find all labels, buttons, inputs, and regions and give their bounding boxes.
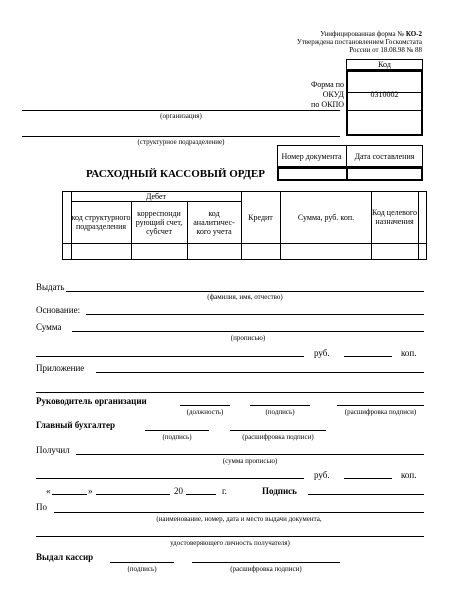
rub-label: руб. <box>314 348 330 358</box>
cell-corr-account[interactable] <box>132 244 186 259</box>
table-col-line <box>418 191 419 260</box>
vydat-line[interactable] <box>66 291 424 292</box>
kop-line[interactable] <box>344 478 392 479</box>
head-decode-line[interactable] <box>337 405 424 406</box>
doc-date-field[interactable] <box>348 169 421 179</box>
id-hint: удостоверяющего личность получателя) <box>170 539 290 547</box>
date-year-prefix: 20 <box>174 486 183 496</box>
doc-title: РАСХОДНЫЙ КАССОВЫЙ ОРДЕР <box>86 168 265 180</box>
organization-hint: (организация) <box>160 112 202 120</box>
kop-label: коп. <box>401 470 417 480</box>
podpis-label: Подпись <box>262 486 297 496</box>
prilozhenie-line-2[interactable] <box>36 392 424 393</box>
kod-label: Код <box>378 60 391 69</box>
chief-accountant-label: Главный бухгалтер <box>36 420 116 430</box>
col-analytic-code: код аналитичес-кого учета <box>193 208 235 236</box>
date-quote-open: « <box>46 486 51 496</box>
cell-purpose-code[interactable] <box>372 244 417 259</box>
col-credit: Кредит <box>248 212 273 222</box>
codes-box <box>346 70 423 136</box>
signature-hint: (подпись) <box>127 565 157 573</box>
cashier-label: Выдал кассир <box>36 552 94 562</box>
osnovanie-label: Основание: <box>36 305 81 315</box>
chief-signature-line[interactable] <box>145 430 209 431</box>
date-month-line[interactable] <box>96 494 170 495</box>
po-label: По <box>36 502 47 512</box>
podpis-line[interactable] <box>308 494 424 495</box>
decode-hint: (расшифровка подписи) <box>344 408 417 416</box>
vydat-label: Выдать <box>36 282 65 292</box>
summa-label: Сумма <box>36 322 62 332</box>
codes-divider <box>347 110 422 111</box>
form-header-line2: Утверждена постановлением Госкомстата <box>296 38 422 46</box>
propisyu-hint: (прописью) <box>230 334 266 342</box>
col-sum: Сумма, руб. коп. <box>297 212 355 222</box>
signature-hint: (подпись) <box>162 433 192 441</box>
prilozhenie-label: Приложение <box>36 363 85 373</box>
kop-label: коп. <box>401 348 417 358</box>
position-hint: (должность) <box>186 408 224 416</box>
cell-analytic-code[interactable] <box>188 244 240 259</box>
col-purpose-code: Код целевого назначения <box>372 208 417 226</box>
head-position-line[interactable] <box>180 405 230 406</box>
date-day-line[interactable] <box>52 494 87 495</box>
organization-line[interactable] <box>22 110 340 111</box>
okpo-label: по ОКПО <box>311 100 344 109</box>
decode-hint: (расшифровка подписи) <box>230 565 302 573</box>
doc-number-label: Номер документа <box>281 151 342 161</box>
cell-sum[interactable] <box>281 244 370 259</box>
po-line[interactable] <box>54 512 424 513</box>
cashier-signature-line[interactable] <box>110 562 174 563</box>
po-line-2[interactable] <box>36 536 424 537</box>
rub-label: руб. <box>314 470 330 480</box>
col-struct-code: код структурного подразделения <box>71 213 131 231</box>
cell-credit[interactable] <box>242 244 279 259</box>
date-year-line[interactable] <box>186 494 216 495</box>
okud-label: ОКУД <box>322 90 344 99</box>
head-signature-line[interactable] <box>250 405 310 406</box>
kop-line[interactable] <box>344 356 392 357</box>
doc-number-field[interactable] <box>278 169 345 179</box>
cashier-decode-line[interactable] <box>192 562 340 563</box>
osnovanie-line[interactable] <box>86 314 424 315</box>
poluchil-line[interactable] <box>76 454 424 455</box>
col-corr-account: корреспонди рующий счет, субсчет <box>135 208 183 236</box>
poluchil-line-2[interactable] <box>36 478 304 479</box>
date-quote-close: » <box>88 486 93 496</box>
signature-hint: (подпись) <box>265 408 295 416</box>
sum-propisyu-hint: (сумма прописью) <box>222 457 278 465</box>
okud-value: 0310002 <box>370 90 399 99</box>
form-header-line3: России от 18.08.98 № 88 <box>349 46 422 54</box>
form-header-line1: Унифицированная форма № КО-2 <box>320 30 422 38</box>
date-year-suffix: г. <box>222 486 227 496</box>
prilozhenie-line[interactable] <box>96 372 424 373</box>
structural-hint: (структурное подразделение) <box>137 138 225 146</box>
decode-hint: (расшифровка подписи) <box>242 433 314 441</box>
fio-hint: (фамилия, имя, отчество) <box>207 293 283 301</box>
forma-po-label: Форма по <box>310 80 344 89</box>
structural-line[interactable] <box>22 136 340 137</box>
cell-struct-code[interactable] <box>72 244 130 259</box>
doc-hint: (наименование, номер, дата и место выдачи документа, <box>156 515 322 523</box>
chief-decode-line[interactable] <box>230 430 326 431</box>
debit-header: Дебет <box>145 191 167 201</box>
head-org-label: Руководитель организации <box>36 396 147 406</box>
summa-line[interactable] <box>72 331 424 332</box>
doc-date-label: Дата составления <box>354 151 415 161</box>
summa-line-2[interactable] <box>36 356 304 357</box>
poluchil-label: Получил <box>36 445 70 455</box>
